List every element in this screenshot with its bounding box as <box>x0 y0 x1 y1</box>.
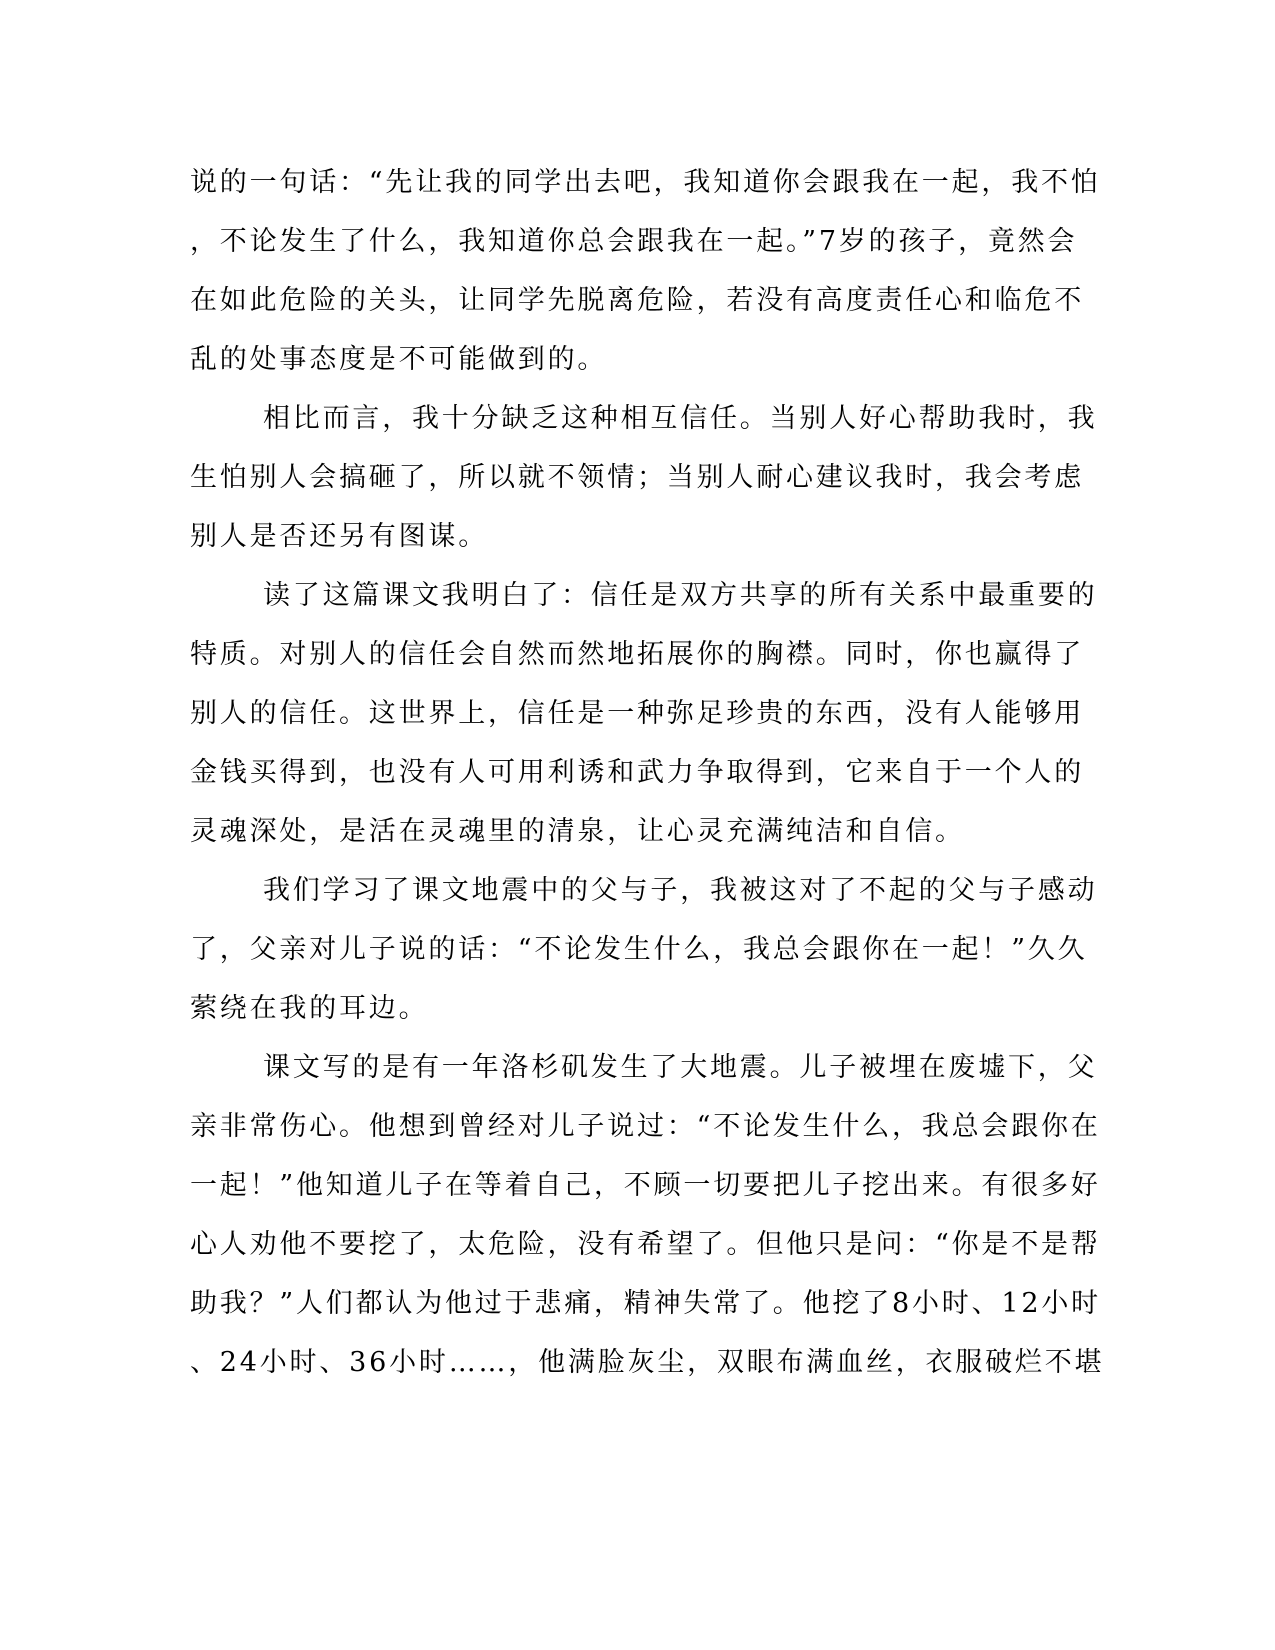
text-line: 课文写的是有一年洛杉矶发生了大地震。儿子被埋在废墟下，父 <box>263 1052 1098 1083</box>
text-line: 说的一句话：“先让我的同学出去吧，我知道你会跟我在一起，我不怕 <box>190 167 1101 198</box>
text-line: 我们学习了课文地震中的父与子，我被这对了不起的父与子感动 <box>263 875 1098 906</box>
text-line: 生怕别人会搞砸了，所以就不领情；当别人耐心建议我时，我会考虑 <box>190 462 1084 493</box>
text-line: ，不论发生了什么，我知道你总会跟我在一起。”7岁的孩子，竟然会 <box>190 226 1078 257</box>
text-line: 相比而言，我十分缺乏这种相互信任。当别人好心帮助我时，我 <box>263 403 1098 434</box>
text-line: 了，父亲对儿子说的话：“不论发生什么，我总会跟你在一起！”久久 <box>190 934 1088 965</box>
text-line: 读了这篇课文我明白了：信任是双方共享的所有关系中最重要的 <box>263 580 1098 611</box>
text-line: 一起！”他知道儿子在等着自己，不顾一切要把儿子挖出来。有很多好 <box>190 1170 1101 1201</box>
text-line: 乱的处事态度是不可能做到的。 <box>190 344 608 375</box>
text-line: 萦绕在我的耳边。 <box>190 993 429 1024</box>
text-line: 金钱买得到，也没有人可用利诱和武力争取得到，它来自于一个人的 <box>190 757 1084 788</box>
text-line: 助我？”人们都认为他过于悲痛，精神失常了。他挖了8小时、12小时 <box>190 1288 1101 1319</box>
text-line: 别人是否还另有图谋。 <box>190 521 488 552</box>
text-line: 在如此危险的关头，让同学先脱离危险，若没有高度责任心和临危不 <box>190 285 1084 316</box>
text-line: 别人的信任。这世界上，信任是一种弥足珍贵的东西，没有人能够用 <box>190 698 1084 729</box>
text-line: 亲非常伤心。他想到曾经对儿子说过：“不论发生什么，我总会跟你在 <box>190 1111 1101 1142</box>
text-line: 、24小时、36小时……，他满脸灰尘，双眼布满血丝，衣服破烂不堪 <box>190 1347 1105 1378</box>
text-line: 特质。对别人的信任会自然而然地拓展你的胸襟。同时，你也赢得了 <box>190 639 1084 670</box>
text-line: 心人劝他不要挖了，太危险，没有希望了。但他只是问：“你是不是帮 <box>190 1229 1101 1260</box>
text-line: 灵魂深处，是活在灵魂里的清泉，让心灵充满纯洁和自信。 <box>190 816 965 847</box>
